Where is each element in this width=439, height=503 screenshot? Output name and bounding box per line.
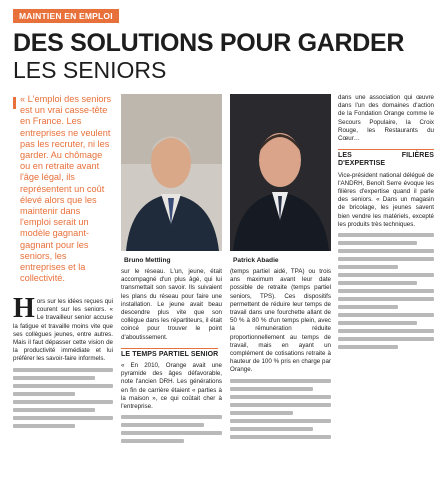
placeholder-line [230,379,331,383]
body-column-3-intro: (temps partiel aidé, TPA) ou trois ans maximum avant leur date possible de retraite (temps partiel seniors, TPS). Ces dispositifs permettent de réduire leur temps de travail dans une fourchette allant de 50 % à 80 % d'un temps plein, avec la rémunération réduite proportionnellement au temps de travail, mais en ayant un complément de cotisations retraite à hauteur de 100 % pris en charge par Orange. [230,268,331,374]
body-column-3 [230,268,331,443]
portrait-photo-patrick-abadie [230,94,331,251]
placeholder-line [230,427,313,431]
subhead: LES FILIÈRES D'EXPERTISE [338,149,434,168]
subhead: LE TEMPS PARTIEL SENIOR [121,348,218,359]
placeholder-line [338,273,434,277]
placeholder-line [338,329,434,333]
placeholder-line [230,435,331,439]
body-column-1 [13,293,113,432]
placeholder-line [13,384,113,388]
placeholder-line [13,376,95,380]
placeholder-line [121,431,222,435]
body-column-2-intro: sur le réseau. L'un, jeune, était accompagné d'un plus âgé, qui lui transmettait son savoir. Ils suivaient les plans du réseau pour faire une installation. Le jeune avait beau descendre plus vite que son collègue dans les répartiteurs, il était coincé pour trouver le point d'aboutissement. [121,268,222,341]
placeholder-line [338,305,398,309]
placeholder-line [338,321,417,325]
placeholder-line [230,387,313,391]
placeholder-line [230,419,331,423]
placeholder-line [121,439,184,443]
placeholder-line [338,289,434,293]
placeholder-line [338,313,434,317]
photo-caption: Patrick Abadie [233,257,279,264]
photo-caption: Bruno Mettling [124,257,171,264]
placeholder-line [121,415,222,419]
placeholder-line [338,241,417,245]
placeholder-line [338,265,398,269]
placeholder-line [13,408,95,412]
placeholder-line [230,403,331,407]
placeholder-line [338,297,434,301]
placeholder-line [13,392,75,396]
body-column-4-after: Vice-président national délégué de l'ANDRH, Benoît Serre évoque les filières d'expertise quand il parle des seniors. « Dans un magasin de bricolage, les jeunes savent bien vendre les matériels, excepté les produits très techniques. [338,171,434,228]
body-column-2-after: « En 2010, Orange avait une pyramide des âges défavorable, note l'ancien DRH. Les générations en fin de carrière étaient « parties à la maison », ce qui coûtait cher à l'entreprise. [121,362,222,411]
headline-secondary: LES SENIORS [13,57,167,83]
placeholder-line [338,249,434,253]
placeholder-line [338,281,417,285]
placeholder-line [230,395,331,399]
placeholder-line [13,368,113,372]
headline: DES SOLUTIONS POUR GARDER [13,29,405,57]
placeholder-line [13,416,113,420]
dropcap: H [13,293,35,324]
body-column-1-intro: ors sur les idées reçues qui courent sur les seniors. « Le travailleur senior accuse la fatigue et travaille moins vite que ses collègues jeunes, entre autres. Mais il faut dépasser cette vision de la productivité immédiate et lui préférer les savoir-faire informels. [13,298,113,363]
placeholder-line [13,400,113,404]
placeholder-line [121,423,204,427]
body-column-4-intro: dans une association qui œuvre dans l'un des domaines d'action de la Fondation Orange comme le Secours Populaire, la Croix Rouge, les Restaurants du Cœur… [338,94,434,143]
placeholder-line [230,411,293,415]
section-kicker: MAINTIEN EN EMPLOI [13,9,119,23]
placeholder-line [13,424,75,428]
body-column-4 [338,94,434,353]
placeholder-line [338,257,434,261]
portrait-photo-bruno-mettling [121,94,222,251]
placeholder-line [338,345,398,349]
body-column-2 [121,268,222,447]
lead-paragraph: « L'emploi des seniors est un vrai casse-tête en France. Les entreprises ne veulent pas les recruter, ni les garder. Au chômage ou en retraite avant l'âge légal, ils représentent un coût élevé alors que les maintenir dans l'emploi serait un modèle gagnant-gagnant pour les seniors, les entreprises et la collectivité. [13,94,113,284]
placeholder-line [338,337,434,341]
placeholder-line [338,233,434,237]
